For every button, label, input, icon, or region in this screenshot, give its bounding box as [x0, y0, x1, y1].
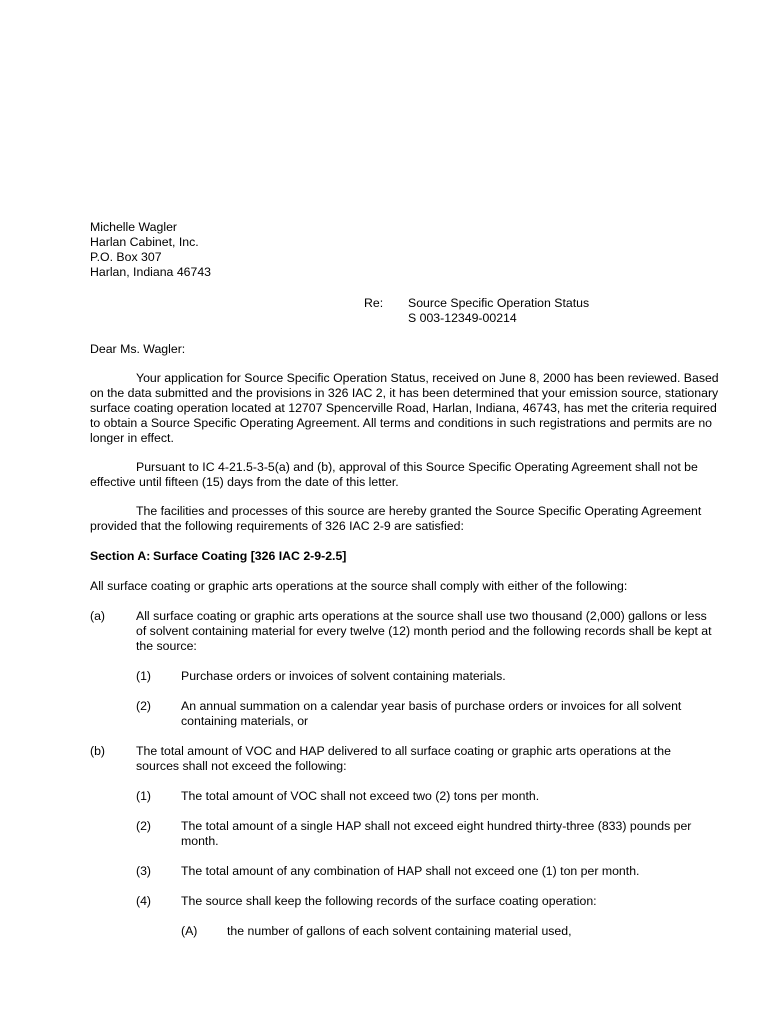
sub-item-label: (3)	[136, 864, 152, 878]
sub-item-label: (4)	[136, 894, 152, 908]
recipient-name: Michelle Wagler	[90, 220, 178, 234]
recipient-po-box: P.O. Box 307	[90, 250, 162, 264]
salutation: Dear Ms. Wagler:	[90, 342, 186, 356]
body-paragraph-1: Your application for Source Specific Operation Status, received on June 8, 2000 has been reviewed. Based on the data submitted and the provisions in 326 IAC 2, it has been determined that your emission source, stationary surface coating operation located at 12707 Spencerville Road, Harlan, Indiana, 46743, has met the criteria required to obtain a Source Specific Operating Agreement. All terms and conditions in such registrations and permits are no longer in effect.	[90, 371, 719, 445]
body-paragraph-2: Pursuant to IC 4-21.5-3-5(a) and (b), approval of this Source Specific Operating Agreement shall not be effective until fifteen (15) days from the date of this letter.	[90, 460, 698, 489]
recipient-address	[90, 220, 211, 280]
section-intro: All surface coating or graphic arts operations at the source shall comply with either of the following:	[90, 579, 628, 593]
sub-sub-item-label: (A)	[181, 924, 198, 938]
body-paragraph-3: The facilities and processes of this source are hereby granted the Source Specific Operating Agreement provided that the following requirements of 326 IAC 2-9 are satisfied:	[90, 504, 702, 533]
section-number: Section A:	[90, 549, 151, 563]
list-item-label: (b)	[90, 744, 106, 758]
sub-sub-item-text: the number of gallons of each solvent containing material used,	[227, 924, 572, 938]
sub-item-text: An annual summation on a calendar year basis of purchase orders or invoices for all solvent containing materials, or	[181, 699, 682, 728]
sub-item-text: The total amount of VOC shall not exceed two (2) tons per month.	[181, 789, 540, 803]
sub-item-text: The total amount of any combination of HAP shall not exceed one (1) ton per month.	[181, 864, 640, 878]
reference-label: Re:	[364, 296, 384, 310]
section-heading	[90, 549, 346, 564]
list-item-text: All surface coating or graphic arts operations at the source shall use two thousand (2,000) gallons or less of solvent containing material for every twelve (12) month period and the following records shall be kept at the source:	[136, 609, 712, 653]
sub-item-label: (2)	[136, 819, 152, 833]
list-item-label: (a)	[90, 609, 106, 623]
reference-number: S 003-12349-00214	[408, 311, 517, 325]
recipient-city-state: Harlan, Indiana 46743	[90, 265, 212, 279]
section-title: Surface Coating [326 IAC 2-9-2.5]	[153, 549, 347, 563]
sub-item-label: (2)	[136, 699, 152, 713]
sub-item-text: The source shall keep the following records of the surface coating operation:	[181, 894, 597, 908]
sub-item-text: The total amount of a single HAP shall not exceed eight hundred thirty-three (833) pounds per month.	[181, 819, 692, 848]
sub-item-label: (1)	[136, 789, 152, 803]
list-item-text: The total amount of VOC and HAP delivered to all surface coating or graphic arts operations at the sources shall not exceed the following:	[136, 744, 671, 773]
reference-subject: Source Specific Operation Status	[408, 296, 590, 310]
recipient-company: Harlan Cabinet, Inc.	[90, 235, 199, 249]
sub-item-text: Purchase orders or invoices of solvent containing materials.	[181, 669, 506, 683]
sub-item-label: (1)	[136, 669, 152, 683]
